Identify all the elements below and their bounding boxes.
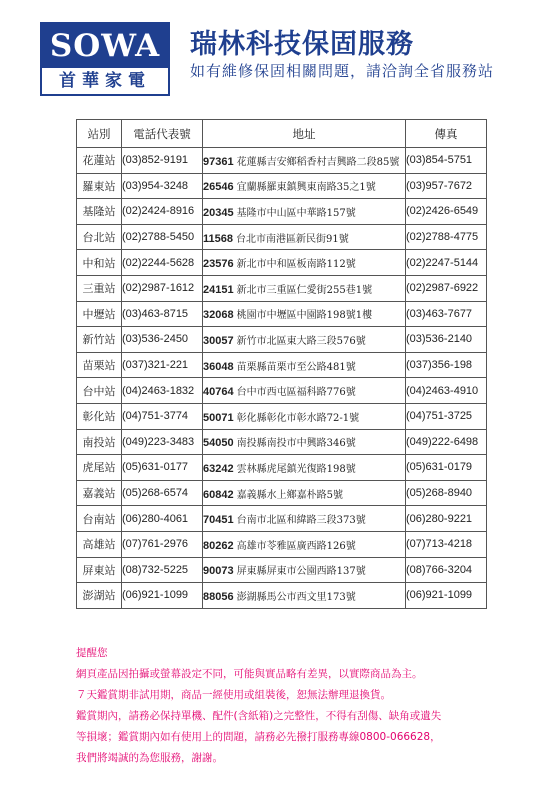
table-row (77, 583, 487, 609)
address-cell (203, 378, 406, 404)
zip-code: 60842 (203, 488, 234, 501)
site-name: 台北站 (77, 224, 122, 250)
address-cell (203, 250, 406, 276)
site-name: 台南站 (77, 506, 122, 532)
address-text: 台中市西屯區福科路776號 (236, 387, 356, 399)
address-text: 台南市北區和緯路三段373號 (236, 515, 366, 527)
address-text: 彰化縣彰化市彰水路72-1號 (236, 412, 360, 424)
table-body (77, 148, 487, 609)
table-row (77, 378, 487, 404)
site-name: 高雄站 (77, 531, 122, 557)
table-row (77, 480, 487, 506)
zip-code: 36048 (203, 360, 234, 373)
fax-number: (08)766-3204 (406, 557, 487, 583)
table-row (77, 531, 487, 557)
site-name: 虎尾站 (77, 455, 122, 481)
zip-code: 80262 (203, 539, 234, 552)
phone-number: (06)921-1099 (122, 583, 203, 609)
fax-number: (04)2463-4910 (406, 378, 487, 404)
site-name: 南投站 (77, 429, 122, 455)
phone-number: (03)954-3248 (122, 173, 203, 199)
address-cell (203, 557, 406, 583)
address-text: 嘉義縣水上鄉嘉朴路5號 (236, 489, 344, 501)
zip-code: 20345 (203, 206, 234, 219)
phone-number: (02)2987-1612 (122, 275, 203, 301)
service-station-table (76, 119, 487, 609)
fax-number: (03)854-5751 (406, 148, 487, 174)
address-cell (203, 403, 406, 429)
table-row (77, 199, 487, 225)
phone-number: (06)280-4061 (122, 506, 203, 532)
notice-line: 等損壞；鑑賞期內如有使用上的問題，請務必先撥打服務專線0800-066628， (76, 731, 441, 743)
fax-number: (03)463-7677 (406, 301, 487, 327)
notice-line: 鑑賞期內，請務必保持單機、配件(含紙箱)之完整性，不得有刮傷、缺角或遺失 (76, 710, 442, 722)
phone-number: (03)536-2450 (122, 327, 203, 353)
header-fax: 傳真 (406, 120, 487, 148)
phone-number: (02)2788-5450 (122, 224, 203, 250)
zip-code: 24151 (203, 283, 234, 296)
address-cell (203, 327, 406, 353)
page-title: 瑞林科技保固服務 (190, 29, 414, 60)
address-text: 南投縣南投市中興路346號 (236, 438, 356, 450)
fax-number: (07)713-4218 (406, 531, 487, 557)
address-text: 雲林縣虎尾鎮光復路198號 (236, 463, 356, 475)
site-name: 新竹站 (77, 327, 122, 353)
address-text: 新北市三重區仁愛街255巷1號 (236, 284, 373, 296)
table-row (77, 301, 487, 327)
address-text: 屏東縣屏東市公園西路137號 (236, 566, 366, 578)
fax-number: (049)222-6498 (406, 429, 487, 455)
address-text: 苗栗縣苗栗市至公路481號 (236, 361, 356, 373)
site-name: 中和站 (77, 250, 122, 276)
phone-number: (04)751-3774 (122, 403, 203, 429)
notice-line: ７天鑑賞期非試用期，商品一經使用或組裝後，恕無法辦理退換貨。 (76, 689, 391, 701)
address-cell (203, 275, 406, 301)
address-text: 新竹市北區東大路三段576號 (236, 335, 366, 347)
table-row (77, 250, 487, 276)
address-text: 台北市南港區新民街91號 (236, 233, 349, 245)
phone-number: (05)268-6574 (122, 480, 203, 506)
table-row (77, 224, 487, 250)
fax-number: (02)2987-6922 (406, 275, 487, 301)
address-cell (203, 352, 406, 378)
site-name: 嘉義站 (77, 480, 122, 506)
fax-number: (06)921-1099 (406, 583, 487, 609)
zip-code: 32068 (203, 309, 234, 322)
address-cell (203, 301, 406, 327)
notice-heading: 提醒您 (76, 647, 108, 659)
address-cell (203, 583, 406, 609)
phone-number: (03)463-8715 (122, 301, 203, 327)
address-cell (203, 199, 406, 225)
table-row (77, 455, 487, 481)
site-name: 苗栗站 (77, 352, 122, 378)
site-name: 花蓮站 (77, 148, 122, 174)
notice-line: 我們將竭誠的為您服務，謝謝。 (76, 752, 223, 764)
phone-number: (07)761-2976 (122, 531, 203, 557)
site-name: 基隆站 (77, 199, 122, 225)
zip-code: 97361 (203, 155, 234, 168)
notice-block (76, 643, 516, 769)
site-name: 羅東站 (77, 173, 122, 199)
logo-subtext: 首華家電 (59, 71, 151, 91)
page-subtitle: 如有維修保固相關問題，請洽詢全省服務站 (190, 62, 495, 80)
address-text: 新北市中和區板南路112號 (236, 259, 356, 271)
fax-number: (02)2788-4775 (406, 224, 487, 250)
site-name: 澎湖站 (77, 583, 122, 609)
address-cell (203, 480, 406, 506)
address-cell (203, 429, 406, 455)
address-text: 澎湖縣馬公市西文里173號 (236, 591, 356, 603)
phone-number: (02)2244-5628 (122, 250, 203, 276)
address-cell (203, 455, 406, 481)
table-row (77, 557, 487, 583)
address-text: 桃園市中壢區中園路198號1樓 (236, 310, 373, 322)
address-text: 高雄市苓雅區廣西路126號 (236, 540, 356, 552)
table-header-row (77, 120, 487, 148)
fax-number: (05)268-8940 (406, 480, 487, 506)
site-name: 屏東站 (77, 557, 122, 583)
fax-number: (04)751-3725 (406, 403, 487, 429)
site-name: 彰化站 (77, 403, 122, 429)
phone-number: (08)732-5225 (122, 557, 203, 583)
fax-number: (03)536-2140 (406, 327, 487, 353)
phone-number: (05)631-0177 (122, 455, 203, 481)
zip-code: 70451 (203, 514, 234, 527)
zip-code: 23576 (203, 258, 234, 271)
zip-code: 63242 (203, 462, 234, 475)
table-row (77, 327, 487, 353)
site-name: 三重站 (77, 275, 122, 301)
address-text: 花蓮縣吉安鄉稻香村吉興路二段85號 (236, 156, 400, 168)
fax-number: (05)631-0179 (406, 455, 487, 481)
header-site: 站別 (77, 120, 122, 148)
header-phone: 電話代表號 (122, 120, 203, 148)
zip-code: 11568 (203, 232, 233, 245)
phone-number: (03)852-9191 (122, 148, 203, 174)
address-cell (203, 531, 406, 557)
address-text: 基隆市中山區中華路157號 (236, 207, 356, 219)
fax-number: (02)2426-6549 (406, 199, 487, 225)
table-row (77, 173, 487, 199)
zip-code: 26546 (203, 181, 234, 194)
fax-number: (06)280-9221 (406, 506, 487, 532)
notice-line: 網頁產品因拍攝或螢幕設定不同，可能與實品略有差異，以實際商品為主。 (76, 668, 423, 680)
address-cell (203, 224, 406, 250)
address-text: 宜蘭縣羅東鎮興東南路35之1號 (236, 182, 376, 194)
zip-code: 88056 (203, 590, 234, 603)
table-row (77, 352, 487, 378)
fax-number: (02)2247-5144 (406, 250, 487, 276)
zip-code: 90073 (203, 565, 234, 578)
table-row (77, 506, 487, 532)
site-name: 中壢站 (77, 301, 122, 327)
table-row (77, 148, 487, 174)
zip-code: 40764 (203, 386, 234, 399)
fax-number: (037)356-198 (406, 352, 487, 378)
address-cell (203, 506, 406, 532)
site-name: 台中站 (77, 378, 122, 404)
header-address: 地址 (203, 120, 406, 148)
phone-number: (02)2424-8916 (122, 199, 203, 225)
phone-number: (04)2463-1832 (122, 378, 203, 404)
table-row (77, 403, 487, 429)
fax-number: (03)957-7672 (406, 173, 487, 199)
zip-code: 50071 (203, 411, 234, 424)
address-cell (203, 173, 406, 199)
zip-code: 54050 (203, 437, 234, 450)
address-cell (203, 148, 406, 174)
logo-text: SOWA (42, 24, 168, 68)
table-row (77, 429, 487, 455)
table-row (77, 275, 487, 301)
sowa-logo (40, 22, 170, 96)
zip-code: 30057 (203, 334, 234, 347)
phone-number: (037)321-221 (122, 352, 203, 378)
phone-number: (049)223-3483 (122, 429, 203, 455)
